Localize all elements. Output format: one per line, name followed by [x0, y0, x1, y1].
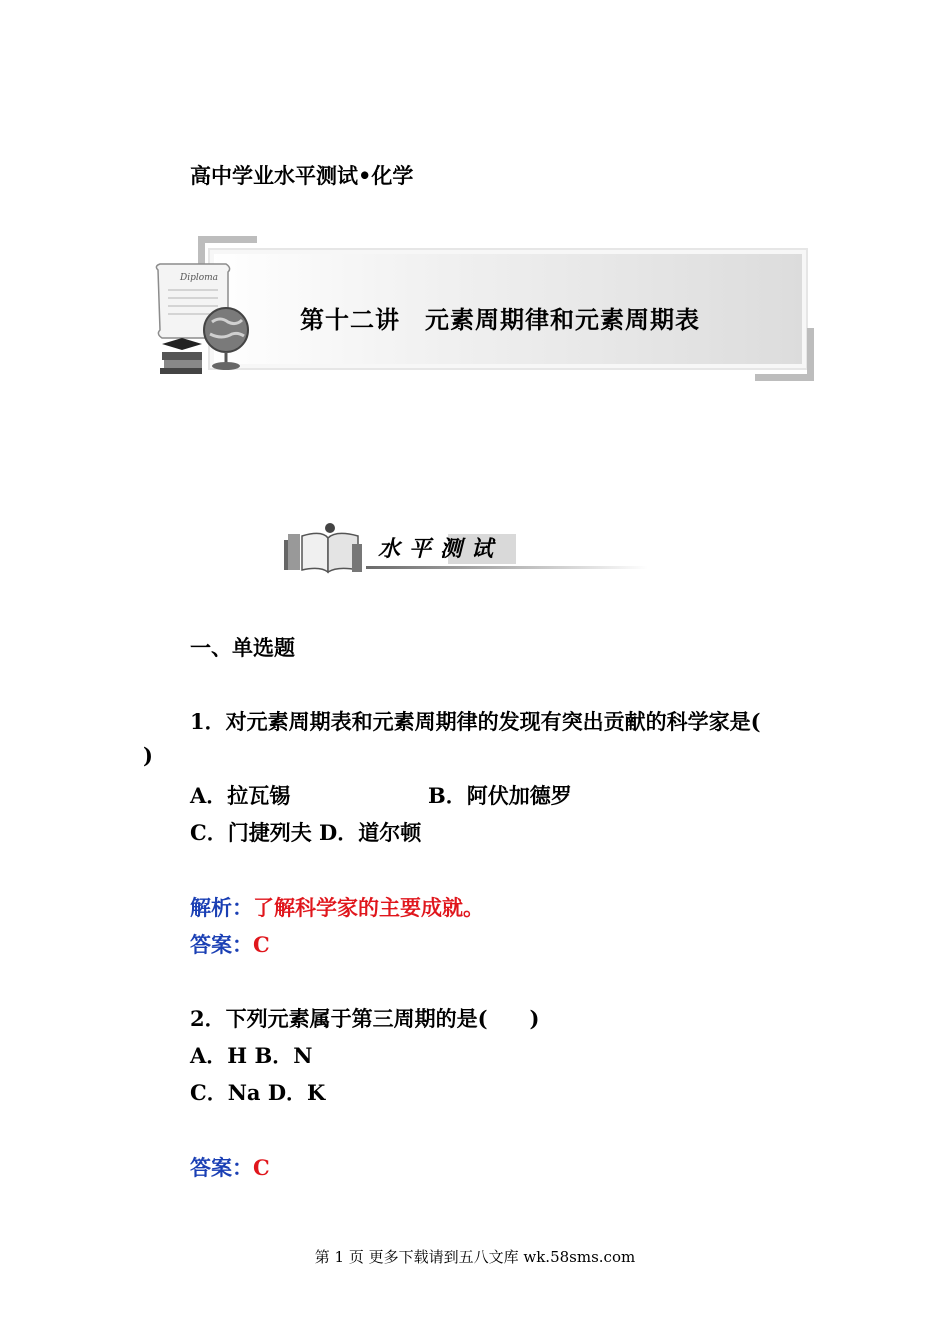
q1-answer	[190, 929, 270, 959]
banner-corner-bottom-right	[755, 328, 814, 381]
q2-stem: 2．下列元素属于第三周期的是( )	[190, 1006, 540, 1031]
section-title: 一、单选题	[190, 635, 295, 660]
q1-stem-end: )	[143, 743, 153, 768]
diploma-label: Diploma	[180, 273, 219, 283]
tag-underline	[366, 566, 648, 569]
q2-answer-value: C	[253, 1155, 270, 1180]
level-test-tag	[282, 520, 652, 582]
q1-option-c-d: C．门捷列夫 D．道尔顿	[190, 820, 422, 845]
q2-answer-label: 答案：	[190, 1155, 253, 1180]
q1-answer-label: 答案：	[190, 932, 253, 957]
q1-stem: 1．对元素周期表和元素周期律的发现有突出贡献的科学家是(	[190, 709, 761, 734]
lecture-title: 第十二讲 元素周期律和元素周期表	[300, 305, 700, 334]
diploma-globe-icon	[148, 260, 258, 375]
q1-analysis	[190, 892, 484, 922]
q2-option-a-b: A．H B．N	[190, 1043, 313, 1068]
lecture-banner	[148, 236, 814, 381]
q1-analysis-text: 了解科学家的主要成就。	[253, 895, 484, 920]
q1-answer-value: C	[253, 932, 270, 957]
page-footer: 第 1 页 更多下载请到五八文库 wk.58sms.com	[314, 1248, 636, 1266]
q2-answer	[190, 1152, 270, 1182]
q1-analysis-label: 解析：	[190, 895, 253, 920]
books-icon	[282, 520, 368, 578]
q1-option-a: A．拉瓦锡	[190, 783, 291, 808]
level-test-label: 水平测试	[378, 536, 503, 562]
q2-option-c-d: C．Na D．K	[190, 1080, 326, 1105]
q1-option-b: B．阿伏加德罗	[428, 783, 572, 808]
document-header: 高中学业水平测试•化学	[190, 163, 414, 188]
